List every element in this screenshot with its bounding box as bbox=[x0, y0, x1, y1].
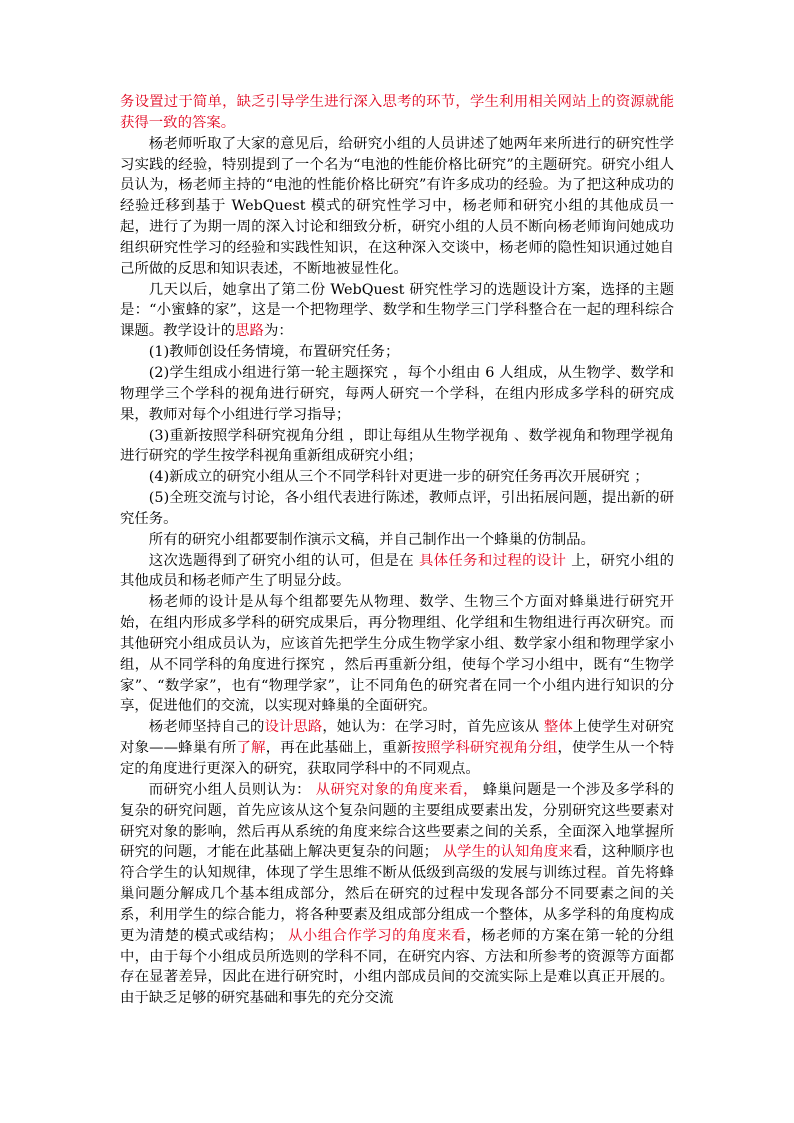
highlighted-text: 按照学科研究视角分组 bbox=[411, 740, 558, 757]
body-text: 而研究小组人员则认为： bbox=[148, 781, 316, 798]
body-text: (4)新成立的研究小组从三个不同学科针对更进一步的研究任务再次开展研究 ； bbox=[148, 469, 649, 486]
paragraph bbox=[120, 134, 674, 280]
paragraph bbox=[120, 592, 674, 717]
paragraph bbox=[120, 280, 674, 343]
paragraph bbox=[120, 551, 674, 593]
paragraph bbox=[120, 488, 674, 530]
body-text: 几天以后，她拿出了第二份 WebQuest 研究性学习的选题设计方案，选择的主题是：“小蜜蜂的家”，这是一个把物理学、数学和生物学三门学科整合在一起的理科综合课题。教学设计的 bbox=[120, 281, 674, 340]
paragraph bbox=[120, 363, 674, 426]
body-text: ，使学生从一个特定的角度进行更深入的研究，获取同学科中的不同观点。 bbox=[120, 740, 674, 777]
highlighted-text: 设计思路 bbox=[264, 719, 323, 736]
body-text: ，她认为：在学习时，首先应该从 bbox=[322, 719, 544, 736]
body-text: (1)教师创设任务情境，布置研究任务； bbox=[148, 344, 400, 361]
body-text: ，杨老师的方案在第一轮的分组中，由于每个小组成员所选则的学科不同，在研究内容、方法和所参考的资源等方面都存在显著差异，因此在进行研究时，小组内部成员间的交流实际上是难以真正开展的。由于缺乏足够的研究基础和事先的充分交流 bbox=[120, 927, 674, 1007]
highlighted-text: 具体任务和过程的设计 bbox=[418, 552, 567, 569]
highlighted-text: 从研究对象的角度来看， bbox=[315, 781, 478, 798]
paragraph bbox=[120, 342, 674, 363]
body-text: (5)全班交流与讨论，各小组代表进行陈述，教师点评，引出拓展问题，提出新的研究任务。 bbox=[120, 490, 674, 527]
body-text: 蜂巢问题是一个涉及多学科的复杂的研究问题，首先应该从这个复杂问题的主要组成要素出发，分别研究这些要素对研究对象的影响，然后再从系统的角度来综合这些要素之间的关系，全面深入地掌握所研究的问题，才能在此基础上解决更复杂的问题； bbox=[120, 781, 674, 861]
body-text: 上，研究小组的其他成员和杨老师产生了明显分歧。 bbox=[120, 552, 674, 590]
body-text: 杨老师坚持自己的 bbox=[148, 719, 265, 736]
body-text: 看，这种顺序也符合学生的认知规律，体现了学生思维不断从低级到高级的发展与训练过程。首先将蜂巢问题分解成几个基本组成部分，然后在研究的过程中发现各部分不同要素之间的关系，利用学生的综合能力，将各种要素及组成部分组成一个整体，从多学科的角度构成更为清楚的模式或结构； bbox=[120, 844, 674, 944]
paragraph bbox=[120, 467, 674, 488]
body-text: 上使学生对研究对象——蜂巢有所 bbox=[120, 719, 674, 757]
paragraph bbox=[120, 780, 674, 1009]
highlighted-text: 思路 bbox=[235, 323, 264, 340]
highlighted-text: 从学生的认知角度来 bbox=[442, 844, 573, 861]
body-text: 这次选题得到了研究小组的认可，但是在 bbox=[148, 552, 419, 569]
highlighted-text: 整体 bbox=[543, 719, 573, 736]
body-text: (3)重新按照学科研究视角分组 ，即让每组从生物学视角 、数学视角和物理学视角进行研究的学生按学科视角重新组成研究小组； bbox=[120, 427, 674, 465]
paragraph bbox=[120, 426, 674, 468]
highlighted-text: 从小组合作学习的角度来看 bbox=[288, 927, 467, 944]
body-text: 为： bbox=[263, 323, 293, 340]
body-text: (2)学生组成小组进行第一轮主题探究 ，每个小组由 6 人组成，从生物学、数学和物理学三个学科的视角进行研究，每两人研究一个学科，在组内形成多学科的研究成果，教师对每个小组进行学习指导； bbox=[120, 364, 674, 423]
body-text: 杨老师听取了大家的意见后，给研究小组的人员讲述了她两年来所进行的研究性学习实践的经验，特别提到了一个名为“电池的性能价格比研究”的主题研究。研究小组人员认为，杨老师主持的“电池的性能价格比研究”有许多成功的经验。为了把这种成功的经验迁移到基于 WebQuest 模式的研究性学习中，杨老师和研究小组的其他成员一起，进行了为期一周的深入讨论和细致分析，研究小组的人员不断向杨老师询问她成功组织研究性学习的经验和实践性知识，在这种深入交谈中，杨老师的隐性知识通过她自己所做的反思和知识表述，不断地被显性化。 bbox=[120, 135, 674, 277]
body-text: 杨老师的设计是从每个组都要先从物理、数学、生物三个方面对蜂巢进行研究开始，在组内形成多学科的研究成果后，再分物理组、化学组和生物组进行再次研究。而其他研究小组成员认为，应该首先把学生分成生物学家小组、数学家小组和物理学家小组，从不同学科的角度进行探究 ，然后再重新分组，使每个学习小组中，既有“生物学家”、“数学家”，也有“物理学家”，让不同角色的研究者在同一个小组内进行知识的分享，促进他们的交流，以实现对蜂巢的全面研究。 bbox=[120, 594, 674, 715]
paragraph bbox=[120, 92, 674, 134]
paragraph bbox=[120, 530, 674, 551]
highlighted-text: 了解 bbox=[236, 740, 266, 757]
paragraph bbox=[120, 717, 674, 780]
document-page bbox=[120, 92, 674, 1009]
body-text: 所有的研究小组都要制作演示文稿，并自己制作出一个蜂巢的仿制品。 bbox=[148, 531, 595, 548]
body-text: ，再在此基础上，重新 bbox=[265, 740, 412, 757]
highlighted-text: 务设置过于简单，缺乏引导学生进行深入思考的环节，学生利用相关网站上的资源就能获得一致的答案。 bbox=[120, 94, 674, 131]
